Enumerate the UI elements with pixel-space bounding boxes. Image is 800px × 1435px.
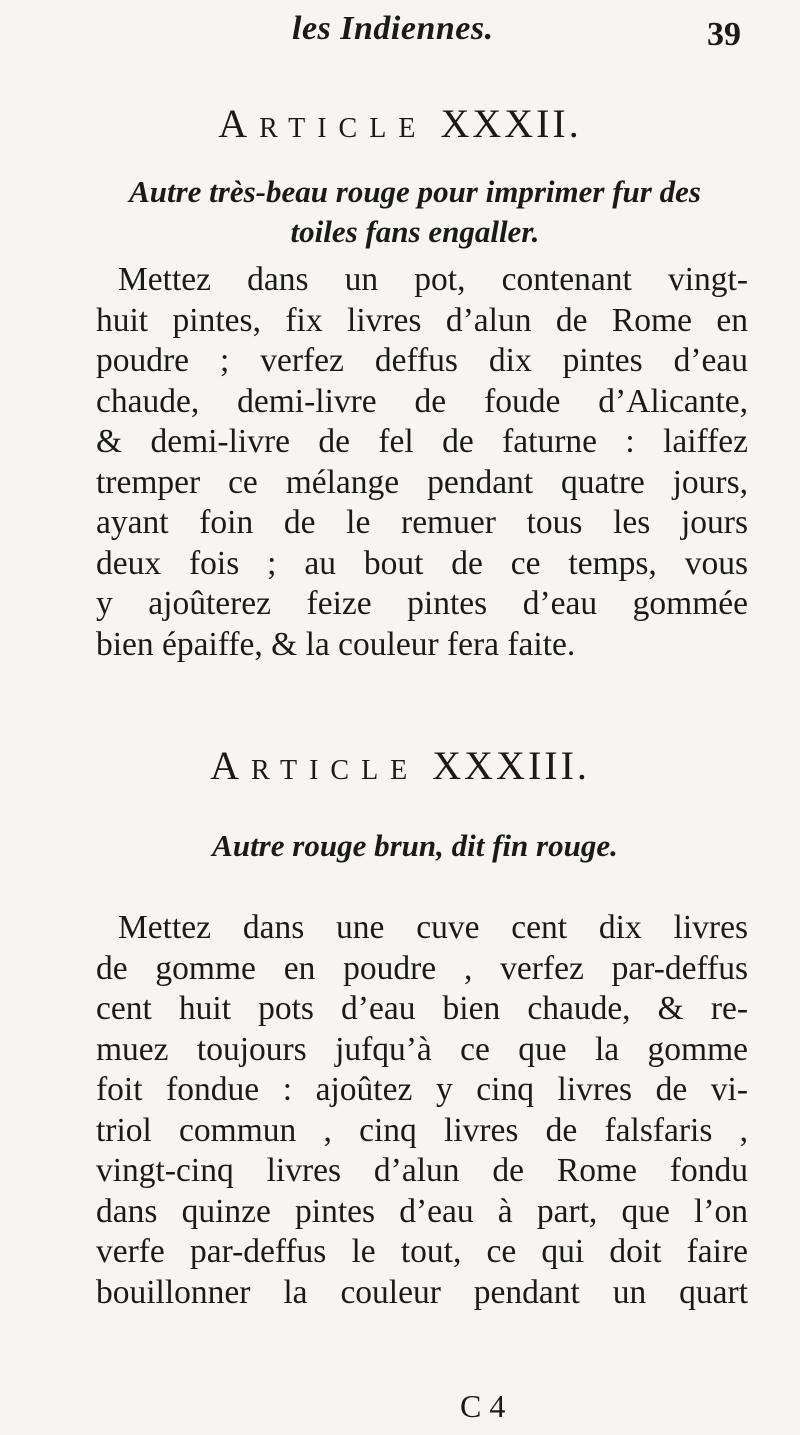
body-line: foit fondue : ajoûtez y cinq livres de vi-	[96, 1071, 748, 1108]
body-line: Mettez dans un pot, contenant vingt-	[118, 261, 748, 298]
body-line: ayant foin de le remuer tous les jours	[96, 504, 748, 541]
article-32-body	[96, 260, 748, 665]
article-32-heading-number: XXXII.	[440, 101, 582, 146]
running-title: les Indiennes.	[292, 10, 494, 47]
body-line: & demi-livre de fel de faturne : laiffez	[96, 423, 748, 460]
body-line: huit pintes, fix livres d’alun de Rome en	[96, 301, 748, 339]
body-line: cent huit pots d’eau bien chaude, & re-	[96, 990, 748, 1027]
body-line: y ajoûterez feize pintes d’eau gommée	[96, 585, 748, 622]
signature-mark: C 4	[460, 1388, 506, 1424]
body-line: bien épaiffe, & la couleur fera faite.	[96, 625, 576, 663]
article-32-subtitle-line: Autre très-beau rouge pour imprimer fur des	[129, 174, 701, 209]
body-line: dans quinze pintes d’eau à part, que l’on	[96, 1192, 748, 1230]
article-33-heading-number: XXXIII.	[432, 743, 590, 788]
article-32-heading-word: Article	[218, 101, 428, 146]
body-line: de gomme en poudre , verfez par-deffus	[96, 949, 748, 987]
article-33-subtitle-line: Autre rouge brun, dit fin rouge.	[212, 828, 618, 863]
article-32-heading	[0, 100, 800, 147]
article-33-subtitle	[110, 826, 720, 866]
article-33-heading-word: Article	[210, 743, 420, 788]
page-number: 39	[707, 16, 741, 53]
body-line: chaude, demi-livre de foude d’Alicante,	[96, 382, 748, 420]
article-32-subtitle	[110, 172, 720, 252]
article-32-subtitle-line: toiles fans engaller.	[290, 214, 540, 249]
running-head	[0, 10, 800, 60]
body-line: triol commun , cinq livres de falsfaris ,	[96, 1111, 748, 1149]
body-line: verfe par-deffus le tout, ce qui doit faire	[96, 1233, 748, 1270]
body-line: tremper ce mélange pendant quatre jours,	[96, 463, 748, 501]
body-line: Mettez dans une cuve cent dix livres	[118, 909, 748, 946]
body-line: poudre ; verfez deffus dix pintes d’eau	[96, 342, 748, 379]
body-line: vingt-cinq livres d’alun de Rome fondu	[96, 1152, 748, 1189]
body-line: muez toujours jufqu’à ce que la gomme	[96, 1030, 748, 1068]
article-33-body	[96, 908, 748, 1313]
body-line: deux fois ; au bout de ce temps, vous	[96, 544, 748, 582]
article-33-heading	[0, 742, 800, 789]
body-line: bouillonner la couleur pendant un quart	[96, 1273, 748, 1311]
